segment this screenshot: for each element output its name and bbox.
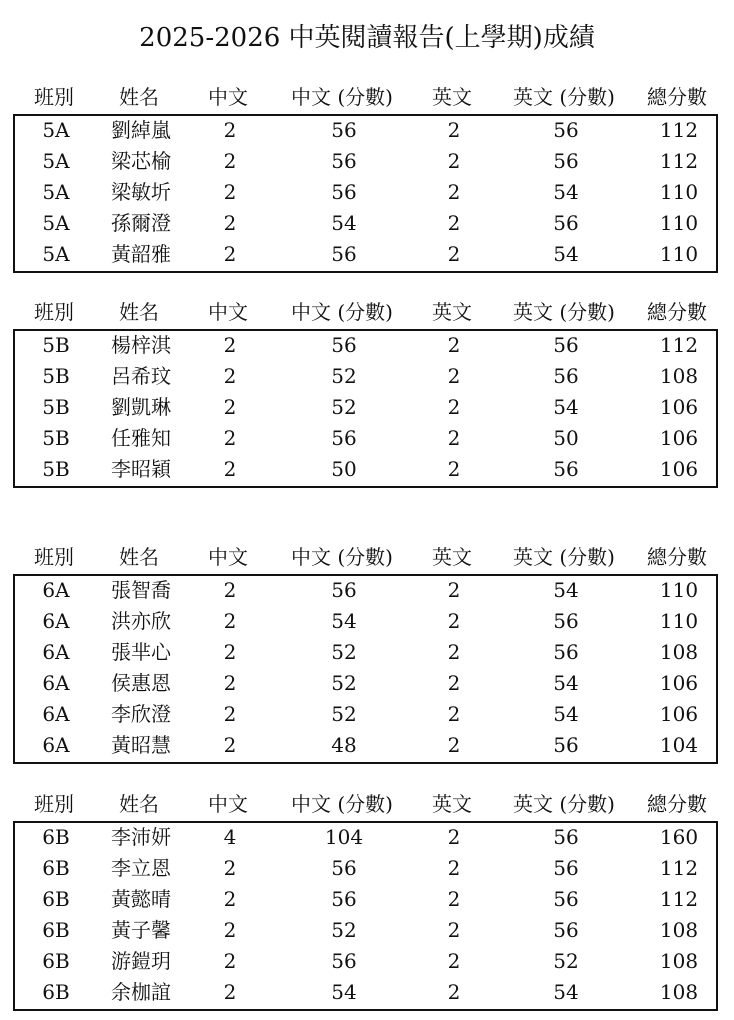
cell-name: 呂希玟 [111,364,171,388]
cell-english-score: 54 [553,702,579,726]
cell-english-level: 2 [447,640,461,664]
cell-class: 6A [42,640,70,664]
cell-english-score: 56 [553,333,579,357]
table-row [15,669,716,700]
cell-total-score: 106 [659,671,699,695]
cell-chinese-level: 2 [223,609,237,633]
cell-chinese-level: 2 [223,457,237,481]
column-header-chinese-score: 中文 (分數) [291,545,393,569]
cell-total-score: 106 [659,395,699,419]
cell-english-level: 2 [447,457,461,481]
table-header-row [0,80,734,114]
cell-english-level: 2 [447,856,461,880]
cell-total-score: 112 [659,118,699,142]
cell-name: 劉綽嵐 [111,118,171,142]
table-row [15,393,716,424]
column-header-class: 班別 [34,85,74,109]
cell-total-score: 112 [659,149,699,173]
cell-name: 李欣澄 [111,702,171,726]
cell-class: 6A [42,702,70,726]
cell-english-level: 2 [447,887,461,911]
cell-name: 黃子馨 [111,918,171,942]
cell-chinese-score: 52 [331,918,357,942]
cell-class: 5B [42,426,70,450]
cell-chinese-score: 56 [331,118,357,142]
cell-class: 5B [42,395,70,419]
cell-total-score: 108 [659,918,699,942]
column-header-chinese-level: 中文 [208,792,248,816]
cell-name: 黃懿晴 [111,887,171,911]
column-header-chinese-level: 中文 [208,85,248,109]
cell-total-score: 108 [659,980,699,1004]
cell-name: 楊梓淇 [111,333,171,357]
cell-english-score: 56 [553,149,579,173]
cell-name: 李立恩 [111,856,171,880]
cell-english-score: 52 [553,949,579,973]
cell-total-score: 108 [659,640,699,664]
cell-name: 黃昭慧 [111,733,171,757]
cell-chinese-level: 2 [223,733,237,757]
cell-name: 黃韶雅 [111,242,171,266]
column-header-class: 班別 [34,300,74,324]
cell-chinese-score: 50 [331,457,357,481]
cell-total-score: 110 [659,578,699,602]
column-header-name: 姓名 [119,300,159,324]
cell-total-score: 108 [659,949,699,973]
cell-chinese-score: 56 [331,426,357,450]
cell-total-score: 110 [659,180,699,204]
column-header-class: 班別 [34,545,74,569]
cell-chinese-score: 52 [331,364,357,388]
column-header-english-level: 英文 [432,85,472,109]
table-row [15,916,716,947]
column-header-english-level: 英文 [432,300,472,324]
table-header-row [0,540,734,574]
cell-english-score: 56 [553,211,579,235]
table-row [15,576,716,607]
cell-name: 李昭穎 [111,457,171,481]
cell-chinese-level: 2 [223,395,237,419]
table-body [13,114,718,273]
cell-chinese-level: 2 [223,918,237,942]
cell-name: 任雅知 [111,426,171,450]
cell-english-score: 56 [553,640,579,664]
cell-chinese-score: 56 [331,180,357,204]
cell-english-level: 2 [447,578,461,602]
cell-name: 余枷誼 [111,980,171,1004]
cell-chinese-level: 2 [223,640,237,664]
cell-name: 侯惠恩 [111,671,171,695]
table-row [15,209,716,240]
cell-english-score: 50 [553,426,579,450]
cell-name: 梁芯榆 [111,149,171,173]
cell-class: 5B [42,457,70,481]
column-header-chinese-level: 中文 [208,545,248,569]
cell-english-score: 54 [553,180,579,204]
cell-name: 張芈心 [111,640,171,664]
column-header-class: 班別 [34,792,74,816]
cell-english-level: 2 [447,733,461,757]
cell-chinese-level: 2 [223,702,237,726]
cell-chinese-score: 56 [331,887,357,911]
table-row [15,362,716,393]
table-row [15,978,716,1009]
cell-chinese-score: 104 [324,825,364,849]
cell-chinese-level: 2 [223,671,237,695]
cell-name: 游鎧玥 [111,949,171,973]
cell-chinese-score: 56 [331,949,357,973]
cell-chinese-score: 48 [331,733,357,757]
cell-english-score: 54 [553,671,579,695]
cell-english-level: 2 [447,364,461,388]
cell-chinese-score: 52 [331,702,357,726]
cell-class: 6B [42,949,70,973]
cell-chinese-level: 2 [223,887,237,911]
cell-total-score: 112 [659,856,699,880]
table-row [15,607,716,638]
table-row [15,700,716,731]
column-header-english-score: 英文 (分數) [513,545,615,569]
table-row [15,147,716,178]
cell-total-score: 110 [659,242,699,266]
cell-total-score: 106 [659,457,699,481]
cell-total-score: 110 [659,609,699,633]
cell-class: 6B [42,825,70,849]
cell-chinese-score: 52 [331,671,357,695]
cell-english-score: 56 [553,918,579,942]
cell-total-score: 112 [659,887,699,911]
table-row [15,240,716,271]
cell-class: 5A [42,118,70,142]
cell-chinese-score: 52 [331,395,357,419]
cell-english-level: 2 [447,609,461,633]
cell-class: 6A [42,609,70,633]
cell-total-score: 110 [659,211,699,235]
cell-english-level: 2 [447,702,461,726]
cell-total-score: 112 [659,333,699,357]
cell-english-score: 54 [553,578,579,602]
cell-chinese-score: 56 [331,333,357,357]
score-table-section [0,80,734,273]
cell-name: 洪亦欣 [111,609,171,633]
table-row [15,947,716,978]
table-body [13,821,718,1011]
column-header-english-level: 英文 [432,792,472,816]
cell-chinese-level: 4 [223,825,237,849]
cell-class: 5A [42,180,70,204]
cell-chinese-level: 2 [223,242,237,266]
table-row [15,424,716,455]
cell-total-score: 104 [659,733,699,757]
table-row [15,854,716,885]
cell-chinese-score: 56 [331,149,357,173]
cell-english-level: 2 [447,918,461,942]
cell-english-score: 54 [553,395,579,419]
cell-chinese-score: 56 [331,578,357,602]
cell-total-score: 106 [659,426,699,450]
table-row [15,116,716,147]
cell-english-score: 56 [553,609,579,633]
cell-name: 李沛妍 [111,825,171,849]
cell-english-score: 56 [553,887,579,911]
cell-chinese-level: 2 [223,980,237,1004]
cell-chinese-level: 2 [223,149,237,173]
cell-class: 6B [42,980,70,1004]
cell-chinese-level: 2 [223,856,237,880]
table-body [13,574,718,764]
cell-english-level: 2 [447,149,461,173]
cell-english-level: 2 [447,949,461,973]
table-row [15,731,716,762]
table-row [15,885,716,916]
cell-english-level: 2 [447,395,461,419]
cell-name: 劉凱琳 [111,395,171,419]
cell-english-level: 2 [447,825,461,849]
cell-english-level: 2 [447,118,461,142]
table-header-row [0,787,734,821]
table-header-row [0,295,734,329]
column-header-chinese-level: 中文 [208,300,248,324]
cell-chinese-level: 2 [223,578,237,602]
cell-class: 6A [42,671,70,695]
cell-chinese-score: 52 [331,640,357,664]
cell-chinese-level: 2 [223,364,237,388]
table-row [15,455,716,486]
cell-name: 梁敏圻 [111,180,171,204]
table-row [15,178,716,209]
cell-chinese-level: 2 [223,211,237,235]
cell-name: 張智喬 [111,578,171,602]
column-header-chinese-score: 中文 (分數) [291,300,393,324]
column-header-chinese-score: 中文 (分數) [291,792,393,816]
table-body [13,329,718,488]
cell-english-score: 54 [553,980,579,1004]
cell-chinese-level: 2 [223,118,237,142]
cell-english-score: 56 [553,733,579,757]
cell-english-score: 54 [553,242,579,266]
column-header-total-score: 總分數 [647,85,707,109]
cell-total-score: 106 [659,702,699,726]
cell-chinese-score: 56 [331,856,357,880]
cell-english-level: 2 [447,426,461,450]
column-header-chinese-score: 中文 (分數) [291,85,393,109]
cell-english-level: 2 [447,333,461,357]
cell-english-score: 56 [553,364,579,388]
cell-chinese-score: 54 [331,980,357,1004]
cell-class: 6B [42,918,70,942]
cell-class: 5B [42,333,70,357]
page-title: 2025-2026 中英閱讀報告(上學期)成績 [139,23,595,53]
score-table-section [0,295,734,488]
cell-class: 5A [42,211,70,235]
column-header-name: 姓名 [119,792,159,816]
cell-class: 5A [42,242,70,266]
cell-english-level: 2 [447,671,461,695]
cell-chinese-level: 2 [223,333,237,357]
cell-chinese-score: 54 [331,211,357,235]
cell-class: 5B [42,364,70,388]
column-header-english-level: 英文 [432,545,472,569]
cell-chinese-score: 54 [331,609,357,633]
cell-english-score: 56 [553,856,579,880]
column-header-name: 姓名 [119,545,159,569]
score-table-section [0,787,734,1011]
column-header-name: 姓名 [119,85,159,109]
cell-english-score: 56 [553,118,579,142]
cell-english-level: 2 [447,211,461,235]
cell-class: 5A [42,149,70,173]
cell-english-score: 56 [553,825,579,849]
table-row [15,331,716,362]
column-header-english-score: 英文 (分數) [513,792,615,816]
cell-chinese-level: 2 [223,949,237,973]
score-table-section [0,540,734,764]
cell-english-level: 2 [447,242,461,266]
cell-class: 6A [42,733,70,757]
cell-chinese-level: 2 [223,426,237,450]
cell-chinese-level: 2 [223,180,237,204]
cell-english-score: 56 [553,457,579,481]
cell-english-level: 2 [447,180,461,204]
cell-class: 6B [42,887,70,911]
table-row [15,638,716,669]
table-row [15,823,716,854]
cell-chinese-score: 56 [331,242,357,266]
cell-english-level: 2 [447,980,461,1004]
cell-name: 孫爾澄 [111,211,171,235]
column-header-total-score: 總分數 [647,792,707,816]
column-header-total-score: 總分數 [647,545,707,569]
cell-class: 6B [42,856,70,880]
column-header-total-score: 總分數 [647,300,707,324]
column-header-english-score: 英文 (分數) [513,85,615,109]
cell-class: 6A [42,578,70,602]
column-header-english-score: 英文 (分數) [513,300,615,324]
cell-total-score: 108 [659,364,699,388]
cell-total-score: 160 [659,825,699,849]
